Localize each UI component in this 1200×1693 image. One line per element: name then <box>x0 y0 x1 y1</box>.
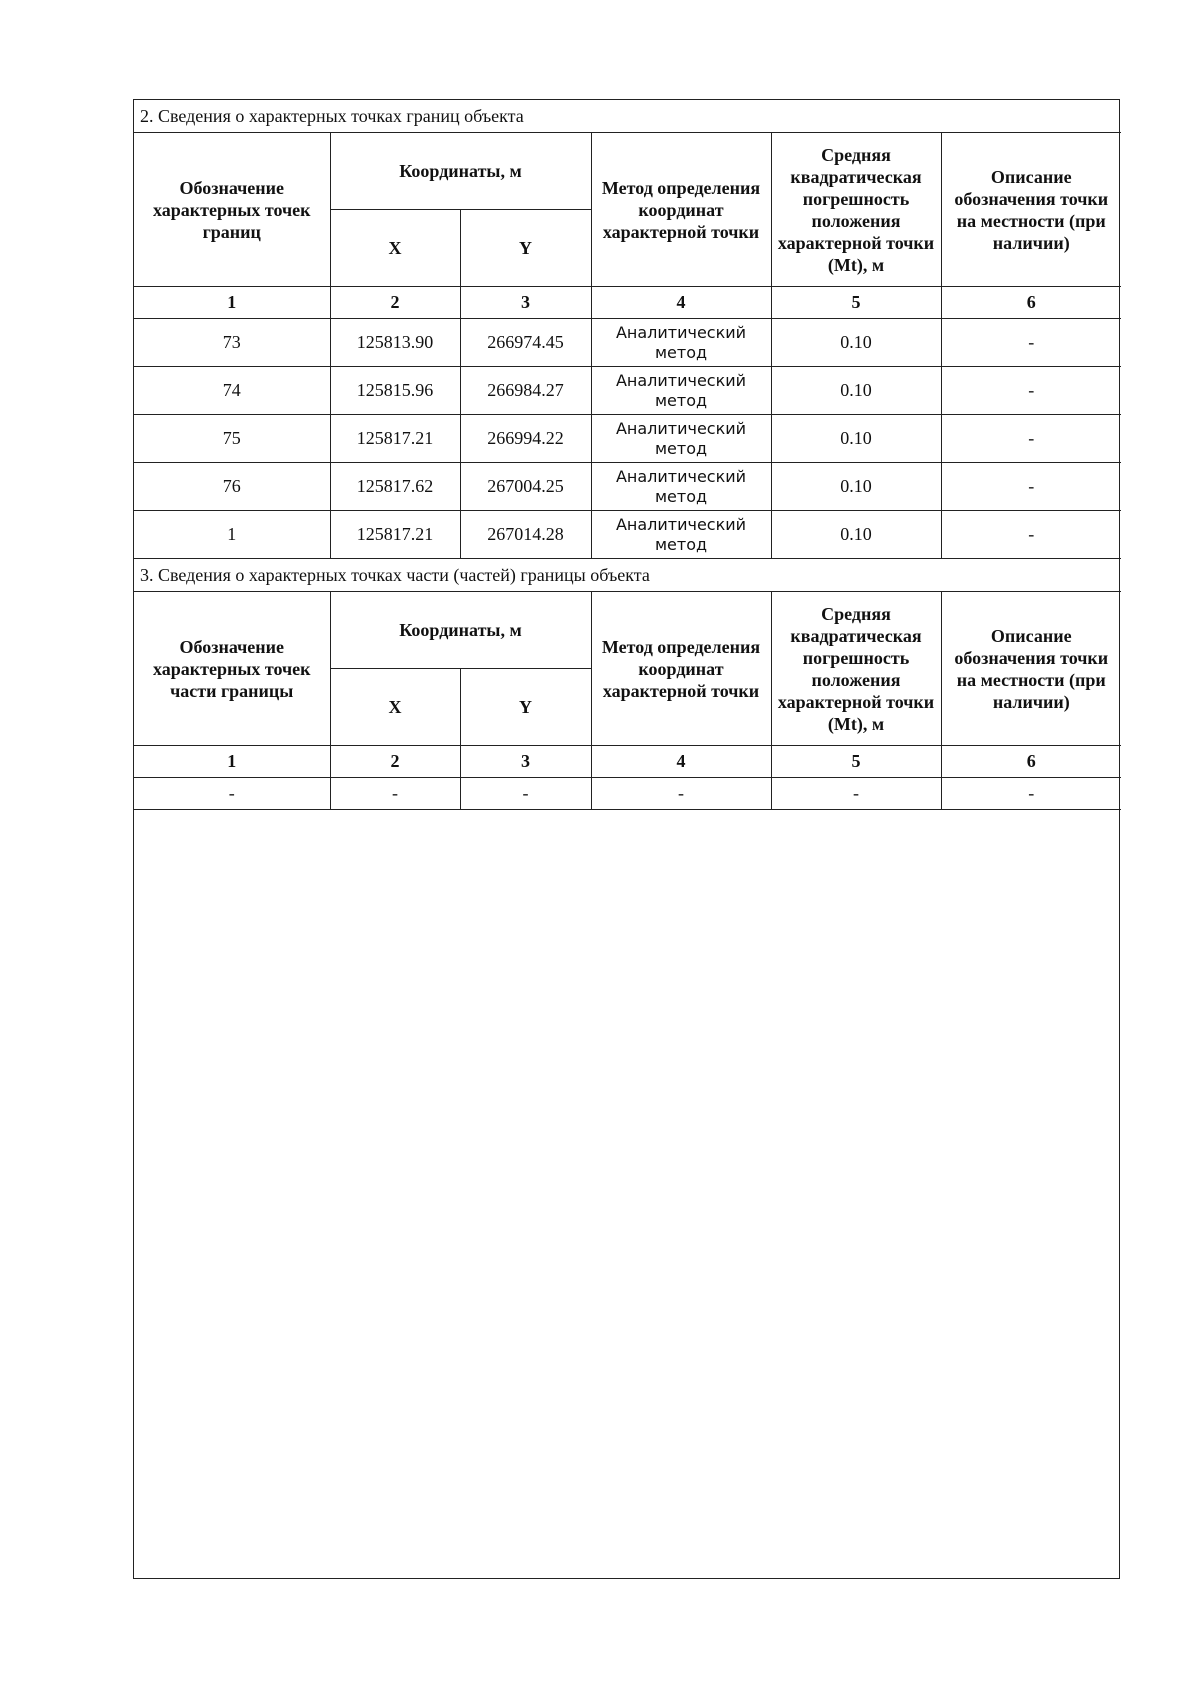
method: Аналитический метод <box>591 367 771 415</box>
method: - <box>591 778 771 810</box>
description: - <box>941 463 1121 511</box>
description: - <box>941 778 1121 810</box>
coord-y: 266984.27 <box>460 367 591 415</box>
method: Аналитический метод <box>591 511 771 559</box>
col-number: 3 <box>460 287 591 319</box>
col-number: 3 <box>460 746 591 778</box>
header-y: Y <box>460 669 591 746</box>
error-mt: 0.10 <box>771 367 941 415</box>
table-row <box>134 319 1121 367</box>
point-id: 74 <box>134 367 330 415</box>
coord-x: 125813.90 <box>330 319 460 367</box>
method: Аналитический метод <box>591 415 771 463</box>
col-number: 2 <box>330 746 460 778</box>
section-3-title: 3. Сведения о характерных точках части (частей) границы объекта <box>134 559 1121 592</box>
header-error: Средняя квадратическая погрешность положения характерной точки (Mt), м <box>771 592 941 746</box>
col-number: 1 <box>134 287 330 319</box>
header-row <box>134 133 1121 210</box>
section-part-boundary-points <box>134 559 1119 810</box>
point-id: - <box>134 778 330 810</box>
col-number: 6 <box>941 746 1121 778</box>
method: Аналитический метод <box>591 463 771 511</box>
header-description: Описание обозначения точки на местности (при наличии) <box>941 133 1121 287</box>
error-mt: 0.10 <box>771 511 941 559</box>
table-row <box>134 415 1121 463</box>
method: Аналитический метод <box>591 319 771 367</box>
description: - <box>941 415 1121 463</box>
column-number-row <box>134 746 1121 778</box>
col-number: 4 <box>591 746 771 778</box>
header-coords: Координаты, м <box>330 133 591 210</box>
col-number: 1 <box>134 746 330 778</box>
col-number: 2 <box>330 287 460 319</box>
col-number: 5 <box>771 746 941 778</box>
description: - <box>941 511 1121 559</box>
header-coords: Координаты, м <box>330 592 591 669</box>
coord-x: 125817.21 <box>330 415 460 463</box>
header-row <box>134 592 1121 669</box>
section-2-title: 2. Сведения о характерных точках границ объекта <box>134 100 1121 133</box>
table-row <box>134 511 1121 559</box>
point-id: 76 <box>134 463 330 511</box>
coord-x: 125817.62 <box>330 463 460 511</box>
coord-x: - <box>330 778 460 810</box>
header-y: Y <box>460 210 591 287</box>
error-mt: 0.10 <box>771 319 941 367</box>
header-method: Метод определения координат характерной точки <box>591 133 771 287</box>
header-x: X <box>330 210 460 287</box>
header-description: Описание обозначения точки на местности (при наличии) <box>941 592 1121 746</box>
coord-x: 125817.21 <box>330 511 460 559</box>
header-error: Средняя квадратическая погрешность положения характерной точки (Mt), м <box>771 133 941 287</box>
header-method: Метод определения координат характерной точки <box>591 592 771 746</box>
point-id: 75 <box>134 415 330 463</box>
col-number: 4 <box>591 287 771 319</box>
point-id: 73 <box>134 319 330 367</box>
document-sheet <box>133 99 1120 1579</box>
table-row <box>134 778 1121 810</box>
boundary-points-table <box>134 100 1121 559</box>
point-id: 1 <box>134 511 330 559</box>
section-title-row <box>134 559 1121 592</box>
section-boundary-points <box>134 100 1119 559</box>
table-row <box>134 367 1121 415</box>
col-number: 6 <box>941 287 1121 319</box>
header-designation: Обозначение характерных точек части границы <box>134 592 330 746</box>
section-title-row <box>134 100 1121 133</box>
header-x: X <box>330 669 460 746</box>
error-mt: 0.10 <box>771 463 941 511</box>
coord-y: 267014.28 <box>460 511 591 559</box>
header-designation: Обозначение характерных точек границ <box>134 133 330 287</box>
coord-y: 266974.45 <box>460 319 591 367</box>
table-row <box>134 463 1121 511</box>
error-mt: - <box>771 778 941 810</box>
coord-x: 125815.96 <box>330 367 460 415</box>
coord-y: - <box>460 778 591 810</box>
column-number-row <box>134 287 1121 319</box>
error-mt: 0.10 <box>771 415 941 463</box>
coord-y: 266994.22 <box>460 415 591 463</box>
coord-y: 267004.25 <box>460 463 591 511</box>
part-boundary-points-table <box>134 559 1121 810</box>
description: - <box>941 367 1121 415</box>
col-number: 5 <box>771 287 941 319</box>
description: - <box>941 319 1121 367</box>
